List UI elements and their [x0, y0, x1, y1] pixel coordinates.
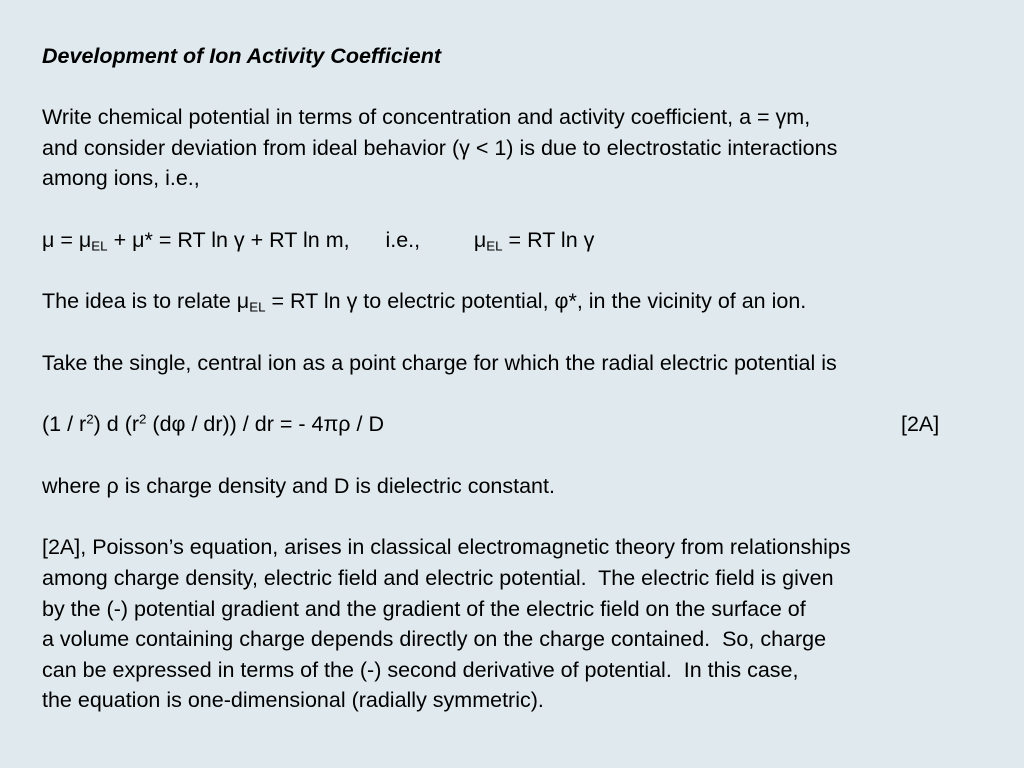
equation-tag: [2A]	[901, 412, 940, 436]
poisson-paragraph-line-1: [2A], Poisson’s equation, arises in classical electromagnetic theory from relationships	[42, 535, 851, 559]
eq1-part-b: + μ* = RT ln γ + RT ln m, i.e., μ	[107, 228, 487, 252]
idea-part-a: The idea is to relate μ	[42, 289, 250, 313]
eq1-subscript-1: EL	[91, 238, 108, 254]
where-line: where ρ is charge density and D is dielectric constant.	[42, 474, 555, 498]
intro-line-1: Write chemical potential in terms of concentration and activity coefficient, a = γm,	[42, 105, 811, 129]
idea-part-b: = RT ln γ to electric potential, φ*, in the vicinity of an ion.	[265, 289, 807, 313]
intro-line-2: and consider deviation from ideal behavior (γ < 1) is due to electrostatic interactions	[42, 136, 838, 160]
eq2-superscript-2: 2	[139, 411, 147, 427]
eq2-superscript-1: 2	[86, 411, 94, 427]
eq1-part-a: μ = μ	[42, 228, 92, 252]
eq2-part-b: ) d (r	[93, 412, 140, 436]
poisson-paragraph-line-5: can be expressed in terms of the (-) second derivative of potential. In this case,	[42, 658, 799, 682]
poisson-equation	[42, 411, 982, 437]
slide-title: Development of Ion Activity Coefficient	[42, 44, 441, 68]
poisson-paragraph-line-3: by the (-) potential gradient and the gradient of the electric field on the surface of	[42, 597, 806, 621]
eq2-part-c: (dφ / dr)) / dr = - 4πρ / D	[146, 412, 384, 436]
poisson-paragraph-line-6: the equation is one-dimensional (radially symmetric).	[42, 688, 544, 712]
poisson-paragraph-line-4: a volume containing charge depends directly on the charge contained. So, charge	[42, 627, 827, 651]
eq2-part-a: (1 / r	[42, 412, 87, 436]
eq1-subscript-2: EL	[486, 238, 503, 254]
intro-line-3: among ions, i.e.,	[42, 166, 200, 190]
idea-line	[42, 288, 806, 314]
poisson-paragraph-line-2: among charge density, electric field and electric potential. The electric field is given	[42, 566, 834, 590]
point-charge-line: Take the single, central ion as a point charge for which the radial electric potential is	[42, 351, 837, 375]
chemical-potential-equation	[42, 227, 594, 253]
eq1-part-c: = RT ln γ	[502, 228, 595, 252]
idea-subscript: EL	[249, 299, 266, 315]
